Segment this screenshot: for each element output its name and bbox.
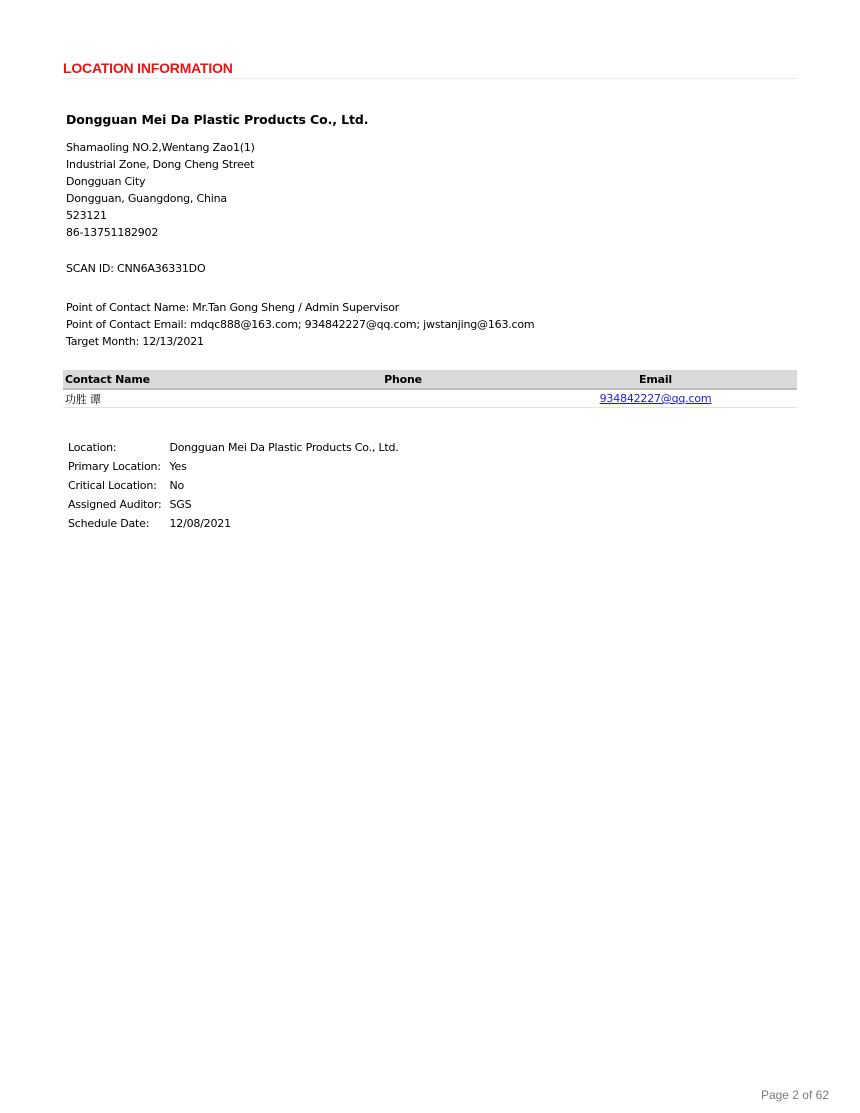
address-line: Industrial Zone, Dong Cheng Street bbox=[66, 158, 255, 171]
detail-value: SGS bbox=[169, 498, 192, 511]
poc-name: Point of Contact Name: Mr.Tan Gong Sheng / Admin Supervisor bbox=[66, 301, 400, 314]
detail-row-primary-location bbox=[66, 457, 401, 476]
scan-id: SCAN ID: CNN6A36331DO bbox=[66, 262, 206, 275]
detail-row-critical-location bbox=[66, 476, 401, 495]
detail-row-schedule-date bbox=[66, 514, 401, 533]
column-header-email: Email bbox=[514, 370, 797, 389]
detail-label: Location: bbox=[68, 441, 117, 454]
column-header-contact-name: Contact Name bbox=[63, 370, 292, 389]
table-row bbox=[63, 389, 797, 408]
contacts-table bbox=[63, 370, 797, 408]
address-line: Shamaoling NO.2,Wentang Zao1(1) bbox=[66, 141, 255, 154]
contact-name-cell: 功胜 谭 bbox=[63, 389, 292, 408]
detail-value: Yes bbox=[169, 460, 187, 473]
address-line: Dongguan City bbox=[66, 175, 146, 188]
contact-email-cell bbox=[514, 389, 797, 408]
detail-label: Assigned Auditor: bbox=[68, 498, 162, 511]
location-details bbox=[66, 438, 401, 533]
postal-code: 523121 bbox=[66, 209, 107, 222]
address-line: Dongguan, Guangdong, China bbox=[66, 192, 227, 205]
detail-value: Dongguan Mei Da Plastic Products Co., Ltd. bbox=[169, 441, 399, 454]
company-address bbox=[66, 139, 255, 241]
section-title: LOCATION INFORMATION bbox=[63, 60, 233, 76]
detail-value: No bbox=[169, 479, 185, 492]
column-header-phone: Phone bbox=[292, 370, 514, 389]
table-header-row bbox=[63, 370, 797, 389]
detail-label: Primary Location: bbox=[68, 460, 161, 473]
detail-value: 12/08/2021 bbox=[169, 517, 231, 530]
target-month: Target Month: 12/13/2021 bbox=[66, 335, 204, 348]
detail-label: Schedule Date: bbox=[68, 517, 150, 530]
detail-row-assigned-auditor bbox=[66, 495, 401, 514]
point-of-contact bbox=[66, 299, 534, 350]
detail-label: Critical Location: bbox=[68, 479, 157, 492]
contact-email-link[interactable]: 934842227@qq.com bbox=[599, 392, 712, 405]
phone-number: 86-13751182902 bbox=[66, 226, 159, 239]
poc-email: Point of Contact Email: mdqc888@163.com; 934842227@qq.com; jwstanjing@163.com bbox=[66, 318, 535, 331]
company-name: Dongguan Mei Da Plastic Products Co., Ltd. bbox=[66, 112, 369, 127]
page-number: Page 2 of 62 bbox=[760, 1088, 829, 1102]
section-header bbox=[63, 60, 797, 79]
detail-row-location bbox=[66, 438, 401, 457]
contact-phone-cell bbox=[292, 389, 514, 408]
